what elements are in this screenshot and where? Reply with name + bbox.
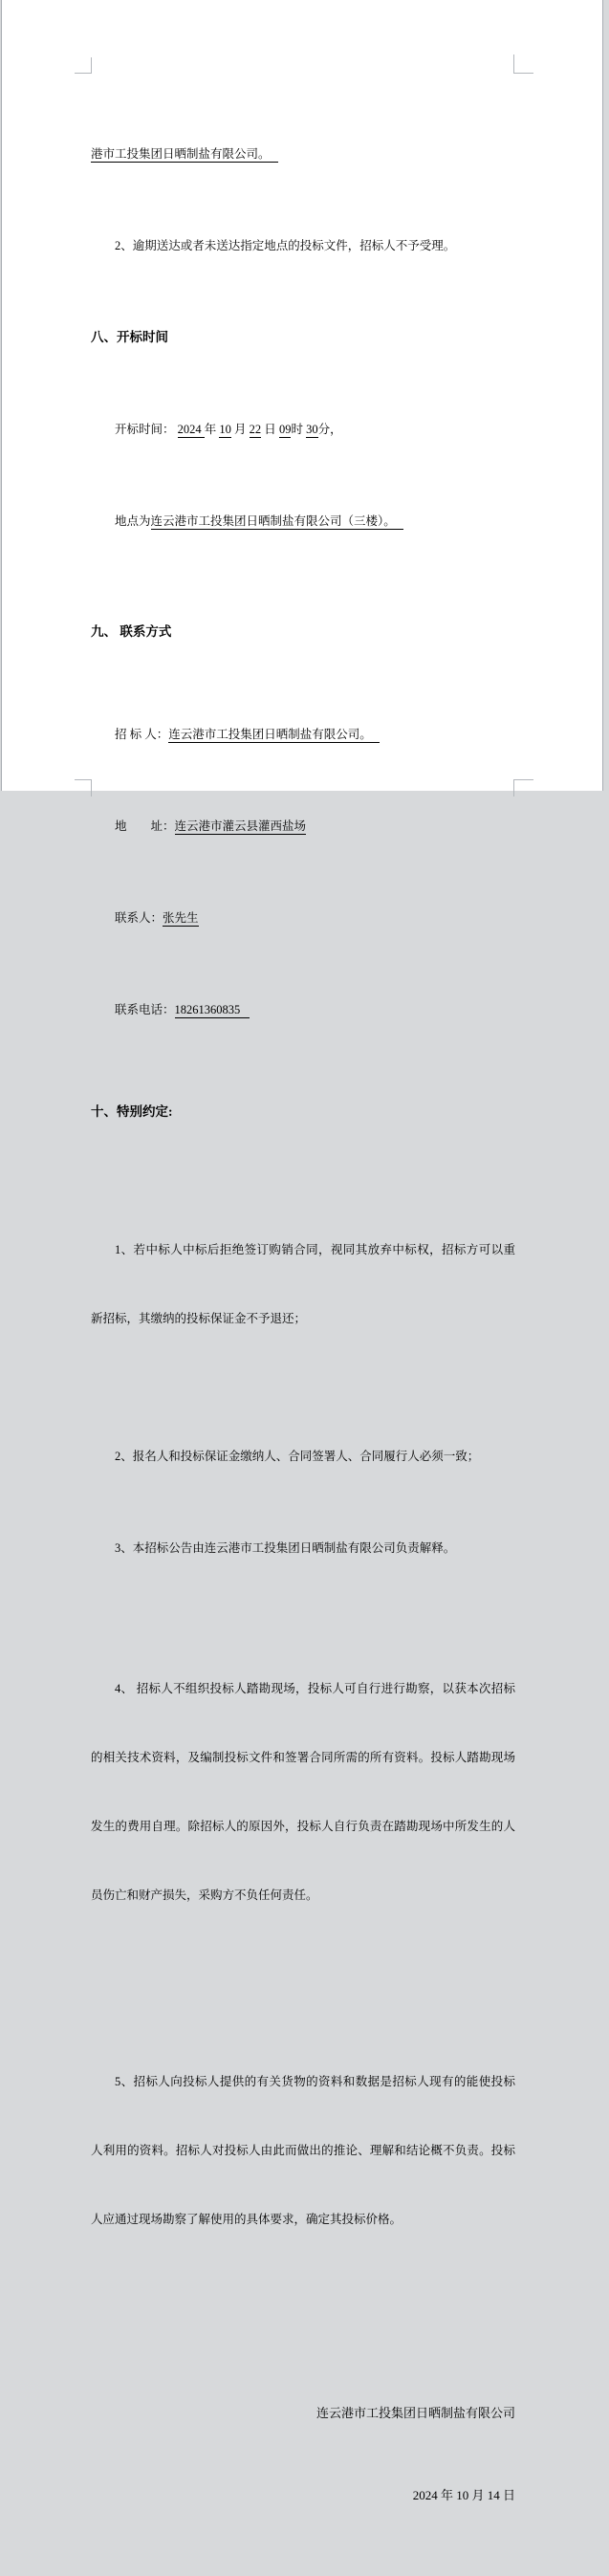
open-time-day: 22 (249, 423, 262, 436)
document-body (91, 74, 515, 2576)
open-place-prefix: 地点为 (115, 514, 151, 528)
crop-mark-bottom-left-icon (75, 779, 92, 797)
signature-date: 2024 年 10 月 14 日 (412, 2488, 515, 2502)
bidder-value: 连云港市工投集团日晒制盐有限公司。 (168, 728, 380, 743)
bidder-label: 招 标 人： (115, 728, 169, 741)
crop-mark-top-right-icon (513, 55, 533, 74)
open-time-year-unit: 年 (204, 423, 220, 436)
special-term-5-line-3: 人应通过现场勘察了解使用的具体要求，确定其投标价格。 (91, 2213, 402, 2226)
signature-company: 连云港市工投集团日晒制盐有限公司 (315, 2406, 515, 2420)
special-term-5 (91, 2024, 515, 2277)
special-term-5-line-2: 人利用的资料。招标人对投标人由此而做出的推论、理解和结论概不负责。投标 (91, 2144, 515, 2157)
phone-label: 联系电话： (115, 1003, 175, 1016)
open-time-month-unit: 月 (230, 423, 250, 436)
address-label: 地 址： (115, 819, 175, 833)
open-place-value: 连云港市工投集团日晒制盐有限公司（三楼）。 (151, 514, 403, 530)
open-time-minute-unit: 分， (317, 423, 342, 436)
special-term-4-line-1: 4、 招标人不组织投标人踏勘现场，投标人可自行进行勘察，以获本次招标 (115, 1682, 515, 1695)
phone-line (91, 998, 515, 1021)
special-term-5-line-1: 5、招标人向投标人提供的有关货物的资料和数据是招标人现有的能使投标 (115, 2075, 515, 2088)
special-term-1 (91, 1192, 515, 1376)
open-time-label: 开标时间： (115, 423, 178, 436)
special-term-4-line-3: 发生的费用自理。除招标人的原因外，投标人自行负责在踏勘现场中所发生的人 (91, 1820, 515, 1833)
special-term-3: 3、本招标公告由连云港市工投集团日晒制盐有限公司负责解释。 (115, 1541, 456, 1555)
special-term-1-line-1: 1、若中标人中标后拒绝签订购销合同，视同其放弃中标权，招标方可以重 (115, 1243, 515, 1256)
continued-sentence-underlined: 港市工投集团日晒制盐有限公司。 (91, 147, 278, 163)
special-term-1-line-2: 新招标，其缴纳的投标保证金不予退还； (91, 1312, 307, 1325)
crop-mark-bottom-right-icon (513, 779, 533, 797)
special-term-4-line-2: 的相关技术资料，及编制投标文件和签署合同所需的所有资料。投标人踏勘现场 (91, 1751, 515, 1764)
crop-mark-top-left-icon (75, 57, 92, 74)
special-term-2: 2、报名人和投标保证金缴纳人、合同签署人、合同履行人必须一致； (115, 1450, 480, 1463)
open-time-hour: 09 (278, 423, 292, 436)
open-time-month: 10 (219, 423, 231, 436)
section-heading-9-contact: 九、 联系方式 (91, 624, 172, 639)
open-time-day-unit: 日 (261, 423, 279, 436)
open-time-minute: 30 (306, 423, 318, 436)
open-place-line (91, 510, 515, 533)
paragraph-overdue-delivery: 2、逾期送达或者未送达指定地点的投标文件，招标人不予受理。 (115, 239, 456, 252)
special-term-4-line-4: 员伤亡和财产损失，采购方不负任何责任。 (91, 1888, 318, 1902)
special-term-4 (91, 1631, 515, 1953)
bidder-line (91, 723, 515, 746)
address-line (91, 815, 515, 838)
contact-person-line (91, 906, 515, 929)
open-time-year: 2024 (177, 423, 205, 436)
phone-value: 18261360835 (175, 1003, 250, 1018)
contact-person-label: 联系人： (115, 911, 163, 925)
section-heading-8-open-time: 八、开标时间 (91, 330, 168, 344)
contact-person-value: 张先生 (163, 911, 199, 925)
address-value: 连云港市灌云县灌西盐场 (174, 819, 307, 833)
document-page (1, 0, 603, 2502)
open-time-hour-unit: 时 (291, 423, 307, 436)
continued-sentence (91, 142, 515, 165)
open-time-line (91, 418, 515, 441)
section-heading-10-special-terms: 十、特别约定: (91, 1104, 173, 1119)
